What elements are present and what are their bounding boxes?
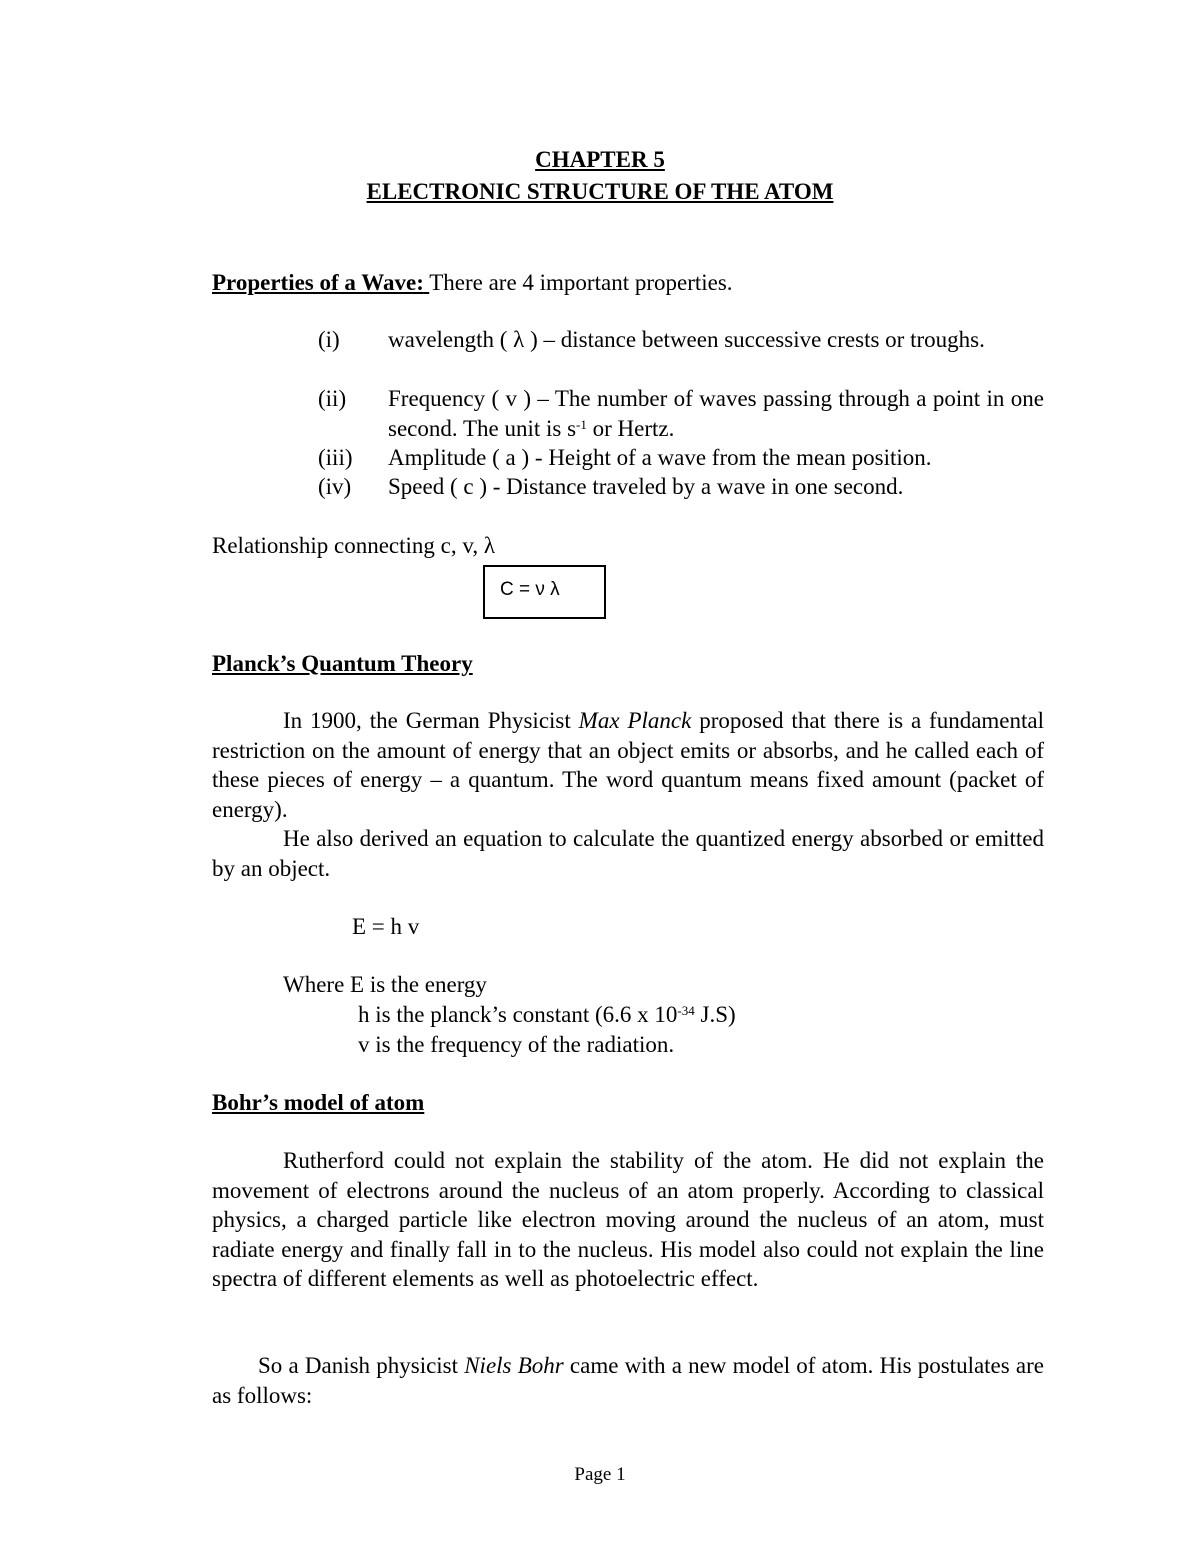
wave-formula: C = ν λ [500,579,560,600]
frequency-definition-line: v is the frequency of the radiation. [358,1032,675,1057]
max-planck-name: Max Planck [578,708,692,733]
bohr-heading: Bohr’s model of atom [212,1090,425,1115]
bohr-paragraph-1: Rutherford could not explain the stability of the atom. He did not explain the movement of electrons around the nucleus of an atom properly. According to classical physics, a charged particle like electron moving around the nucleus of an atom, must radiate energy and finally fall in to the nucleus. His model also could not explain the line spectra of different elements as well as photoelectric effect. [212,1148,1044,1291]
planck-constant-line [358,1000,736,1029]
planck-p1-end: proposed that there is a fundamental restriction on the amount of energy that an object emits or absorbs, and he called each of these pieces of energy – a quantum. The word quantum means fixed amount (packet of energy). [212,708,1045,822]
wave-intro-line [212,268,733,297]
where-line: Where E is the energy [283,972,487,997]
formula-box [483,565,606,619]
page-number: Page 1 [574,1464,626,1485]
wave-property-item: Speed ( c ) - Distance traveled by a wave in one second. [388,474,904,499]
bohr-p2-end: came with a new model of atom. His postulates are as follows: [212,1353,1044,1408]
planck-constant-text: h is the planck’s constant (6.6 x 10 [358,1002,678,1027]
frequency-text-end: or Hertz. [586,415,675,441]
planck-equation: E = h v [352,914,420,939]
wave-intro: There are 4 important properties. [429,270,733,295]
item-number: (iii) [318,445,353,470]
wave-property-item [388,384,1044,443]
bohr-p2-start: So a Danish physicist [258,1353,465,1378]
chapter-heading: CHAPTER 5 [535,147,665,172]
wave-heading: Properties of a Wave: [212,270,424,295]
frequency-text: Frequency ( v ) – The number of waves passing through a point in one second. The unit is s [388,386,1044,441]
frequency-unit-exponent: -1 [576,416,587,432]
wave-property-item: wavelength ( λ ) – distance between successive crests or troughs. [388,327,985,352]
planck-constant-exponent: -34 [677,1003,695,1018]
planck-constant-unit: J.S) [694,1002,736,1027]
item-number: (i) [318,327,340,352]
item-number: (ii) [318,386,347,411]
planck-p1-start: In 1900, the German Physicist [283,708,579,733]
relationship-text: Relationship connecting c, v, λ [212,533,496,558]
planck-paragraph-1 [212,706,1044,824]
planck-heading: Planck’s Quantum Theory [212,651,473,676]
item-number: (iv) [318,474,352,499]
wave-property-item: Amplitude ( a ) - Height of a wave from the mean position. [388,445,932,470]
niels-bohr-name: Niels Bohr [464,1353,564,1378]
planck-paragraph-2: He also derived an equation to calculate the quantized energy absorbed or emitted by an object. [212,826,1044,881]
bohr-paragraph-2 [212,1351,1044,1410]
chapter-title: ELECTRONIC STRUCTURE OF THE ATOM [366,179,834,204]
